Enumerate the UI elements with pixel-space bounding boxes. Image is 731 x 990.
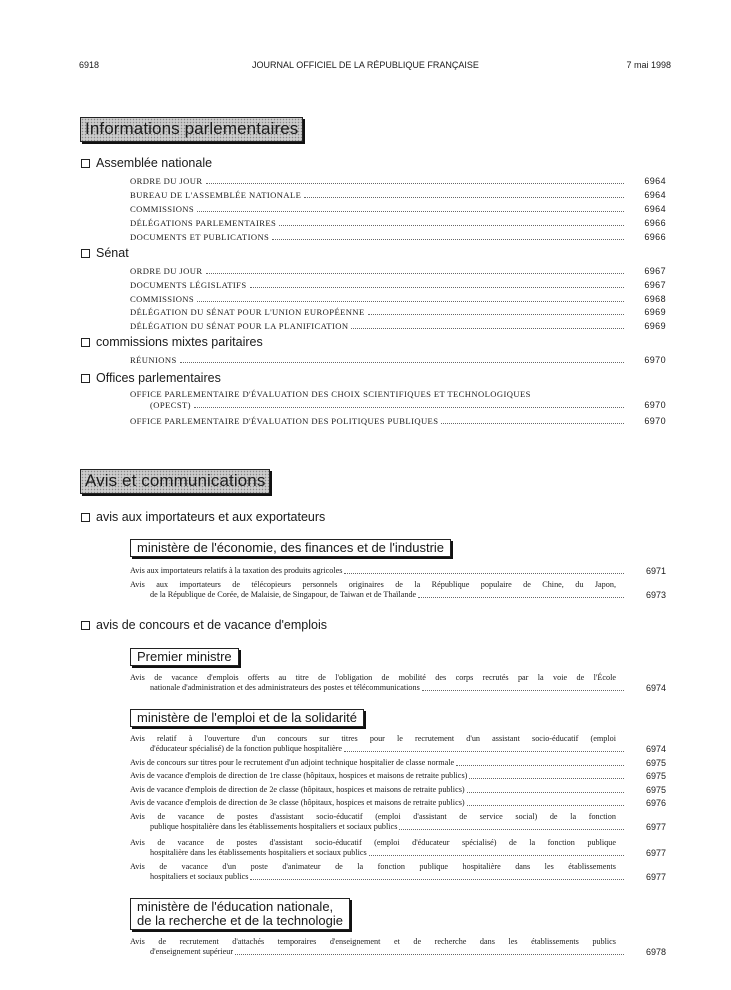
entry-label-cont: hospitalière dans les établissements hospitaliers et sociaux publics xyxy=(150,848,367,857)
entry-page: 6966 xyxy=(644,232,666,242)
checkbox-square-icon xyxy=(81,513,90,522)
banner-avis-et-communications: Avis et communications xyxy=(80,469,270,494)
toc-entry[interactable] xyxy=(130,278,666,291)
entry-page: 6974 xyxy=(645,744,666,754)
page-number: 6918 xyxy=(79,60,100,70)
entry-label-cont: hospitaliers et sociaux publics xyxy=(150,872,249,881)
entry-label: Avis de vacance d'emplois de direction de 1re classe (hôpitaux, hospices et maisons de retraite publics) xyxy=(130,771,468,780)
toc-entry[interactable] xyxy=(130,216,666,229)
ministry-line: ministère de l'éducation nationale, xyxy=(137,899,334,914)
leader-dots xyxy=(250,287,624,288)
leader-dots xyxy=(351,328,624,329)
toc-entry[interactable] xyxy=(130,566,666,576)
leader-dots xyxy=(368,314,624,315)
entry-label: DOCUMENTS LÉGISLATIFS xyxy=(130,280,247,290)
ministry-emploi-solidarite: ministère de l'emploi et de la solidarité xyxy=(130,709,364,727)
entry-page: 6971 xyxy=(645,566,666,576)
entry-page: 6970 xyxy=(644,416,666,426)
leader-dots xyxy=(206,183,624,184)
ministry-economie: ministère de l'économie, des finances et de l'industrie xyxy=(130,539,451,557)
checkbox-square-icon xyxy=(81,338,90,347)
entry-page: 6977 xyxy=(645,848,666,858)
leader-dots xyxy=(197,211,624,212)
toc-entry[interactable] xyxy=(130,758,666,768)
entry-label-cont: d'éducateur spécialisé) de la fonction publique hospitalière xyxy=(150,744,342,753)
entry-label: ORDRE DU JOUR xyxy=(130,266,203,276)
entry-label: Avis de vacance de postes d'assistant socio-éducatif (emploi d'assistant de service social) de la fonction xyxy=(130,812,616,821)
toc-entry[interactable] xyxy=(130,785,666,795)
checkbox-square-icon xyxy=(81,159,90,168)
toc-entry[interactable] xyxy=(130,319,666,332)
banner-informations-parlementaires: Informations parlementaires xyxy=(80,117,303,142)
entry-page: 6976 xyxy=(645,798,666,808)
toc-entry-opecst[interactable] xyxy=(130,389,666,411)
leader-dots xyxy=(369,855,624,856)
checkbox-square-icon xyxy=(81,621,90,630)
entry-label: RÉUNIONS xyxy=(130,355,177,365)
entry-page: 6970 xyxy=(644,400,666,410)
entry-label: Avis de vacance de postes d'assistant socio-éducatif (emploi d'éducateur spécialisé) de la fonction publique xyxy=(130,838,616,847)
leader-dots xyxy=(422,690,624,691)
entry-label-cont: (OPECST) xyxy=(150,400,191,410)
entry-page: 6969 xyxy=(644,321,666,331)
entry-page: 6967 xyxy=(644,280,666,290)
entry-page: 6975 xyxy=(645,771,666,781)
toc-entry[interactable] xyxy=(130,202,666,215)
section-commissions-mixtes-paritaires xyxy=(81,335,263,349)
entry-page: 6964 xyxy=(644,190,666,200)
entry-page: 6964 xyxy=(644,204,666,214)
toc-entry[interactable] xyxy=(130,305,666,318)
entry-page: 6967 xyxy=(644,266,666,276)
toc-entry[interactable] xyxy=(130,414,666,427)
leader-dots xyxy=(467,792,624,793)
toc-entry[interactable] xyxy=(130,264,666,277)
entry-label-cont: de la République de Corée, de Malaisie, de Singapour, de Taiwan et de Thaïlande xyxy=(150,590,417,599)
leader-dots xyxy=(344,573,624,574)
entry-label: Avis aux importateurs de télécopieurs personnels originaires de la République populaire de Chine, du Japon, xyxy=(130,580,616,589)
entry-label-cont: publique hospitalière dans les établissements hospitaliers et sociaux publics xyxy=(150,822,398,831)
section-avis-concours xyxy=(81,618,327,632)
entry-page: 6966 xyxy=(644,218,666,228)
leader-dots xyxy=(469,778,624,779)
entry-page: 6969 xyxy=(644,307,666,317)
checkbox-square-icon xyxy=(81,249,90,258)
ministry-education-nationale xyxy=(130,898,350,930)
issue-date: 7 mai 1998 xyxy=(626,60,671,70)
leader-dots xyxy=(250,879,624,880)
leader-dots xyxy=(206,273,624,274)
entry-label: BUREAU DE L'ASSEMBLÉE NATIONALE xyxy=(130,190,302,200)
section-title: avis de concours et de vacance d'emplois xyxy=(96,618,327,632)
entry-label: Avis relatif à l'ouverture d'un concours sur titres pour le recrutement d'un assistant socio-éducatif (emploi xyxy=(130,734,616,743)
section-title: Assemblée nationale xyxy=(96,156,213,170)
section-assemblee-nationale xyxy=(81,156,212,170)
leader-dots xyxy=(180,362,624,363)
entry-label: Avis de recrutement d'attachés temporaires d'enseignement et de recherche dans les établissements publics xyxy=(130,937,616,946)
toc-entry[interactable] xyxy=(130,292,666,305)
leader-dots xyxy=(194,407,624,408)
toc-entry[interactable] xyxy=(130,353,666,366)
toc-entry[interactable] xyxy=(130,812,666,832)
entry-label: Avis de concours sur titres pour le recrutement d'un adjoint technique hospitalier de classe normale xyxy=(130,758,455,767)
entry-page: 6973 xyxy=(645,590,666,600)
leader-dots xyxy=(279,225,624,226)
ministry-premier-ministre: Premier ministre xyxy=(130,648,239,666)
section-offices-parlementaires xyxy=(81,371,221,385)
toc-entry[interactable] xyxy=(130,230,666,243)
entry-page: 6970 xyxy=(644,355,666,365)
entry-page: 6968 xyxy=(644,294,666,304)
entry-label-cont: d'enseignement supérieur xyxy=(150,947,234,956)
leader-dots xyxy=(456,765,624,766)
leader-dots xyxy=(197,301,624,302)
section-senat xyxy=(81,246,129,260)
leader-dots xyxy=(418,597,624,598)
leader-dots xyxy=(441,423,624,424)
entry-label: COMMISSIONS xyxy=(130,294,195,304)
toc-entry[interactable] xyxy=(130,188,666,201)
entry-label: Avis de vacance d'emplois offerts au titre de l'obligation de mobilité des corps recrutés par la voie de l'École xyxy=(130,673,616,682)
entry-label: Avis de vacance d'emplois de direction de 2e classe (hôpitaux, hospices et maisons de retraite publics) xyxy=(130,785,465,794)
leader-dots xyxy=(272,239,624,240)
entry-label: Avis de vacance d'emplois de direction de 3e classe (hôpitaux, hospices et maisons de retraite publics) xyxy=(130,798,465,807)
entry-page: 6977 xyxy=(645,872,666,882)
ministry-line: de la recherche et de la technologie xyxy=(137,913,343,928)
leader-dots xyxy=(399,829,624,830)
leader-dots xyxy=(235,954,624,955)
toc-entry[interactable] xyxy=(130,937,666,957)
section-title: Sénat xyxy=(96,246,129,260)
entry-label: Avis aux importateurs relatifs à la taxation des produits agricoles xyxy=(130,566,343,575)
checkbox-square-icon xyxy=(81,374,90,383)
toc-entry[interactable] xyxy=(130,734,666,754)
entry-page: 6964 xyxy=(644,176,666,186)
toc-entry[interactable] xyxy=(130,580,666,600)
entry-label: DÉLÉGATION DU SÉNAT POUR LA PLANIFICATION xyxy=(130,321,349,331)
entry-page: 6975 xyxy=(645,758,666,768)
entry-label: ORDRE DU JOUR xyxy=(130,176,203,186)
entry-label: DÉLÉGATION DU SÉNAT POUR L'UNION EUROPÉENNE xyxy=(130,307,365,317)
entry-label: DOCUMENTS ET PUBLICATIONS xyxy=(130,232,270,242)
section-title: Offices parlementaires xyxy=(96,371,221,385)
toc-entry[interactable] xyxy=(130,838,666,858)
toc-entry[interactable] xyxy=(130,673,666,693)
leader-dots xyxy=(344,751,624,752)
entry-page: 6975 xyxy=(645,785,666,795)
section-title: commissions mixtes paritaires xyxy=(96,335,263,349)
entry-label: DÉLÉGATIONS PARLEMENTAIRES xyxy=(130,218,277,228)
section-title: avis aux importateurs et aux exportateurs xyxy=(96,510,326,524)
journal-title: JOURNAL OFFICIEL DE LA RÉPUBLIQUE FRANÇAISE xyxy=(252,60,479,70)
leader-dots xyxy=(467,805,624,806)
entry-page: 6978 xyxy=(645,947,666,957)
leader-dots xyxy=(304,197,624,198)
entry-label: OFFICE PARLEMENTAIRE D'ÉVALUATION DES CHOIX SCIENTIFIQUES ET TECHNOLOGIQUES xyxy=(130,389,531,399)
section-avis-importateurs xyxy=(81,510,325,524)
toc-entry[interactable] xyxy=(130,862,666,882)
toc-entry[interactable] xyxy=(130,174,666,187)
entry-label-cont: nationale d'administration et des administrateurs des postes et télécommunications xyxy=(150,683,420,692)
entry-label: COMMISSIONS xyxy=(130,204,195,214)
toc-entry[interactable] xyxy=(130,798,666,808)
entry-label: Avis de vacance d'un poste d'animateur de la fonction publique hospitalière dans les établissements xyxy=(130,862,616,871)
entry-label: OFFICE PARLEMENTAIRE D'ÉVALUATION DES POLITIQUES PUBLIQUES xyxy=(130,416,439,426)
entry-page: 6977 xyxy=(645,822,666,832)
toc-entry[interactable] xyxy=(130,771,666,781)
entry-page: 6974 xyxy=(645,683,666,693)
